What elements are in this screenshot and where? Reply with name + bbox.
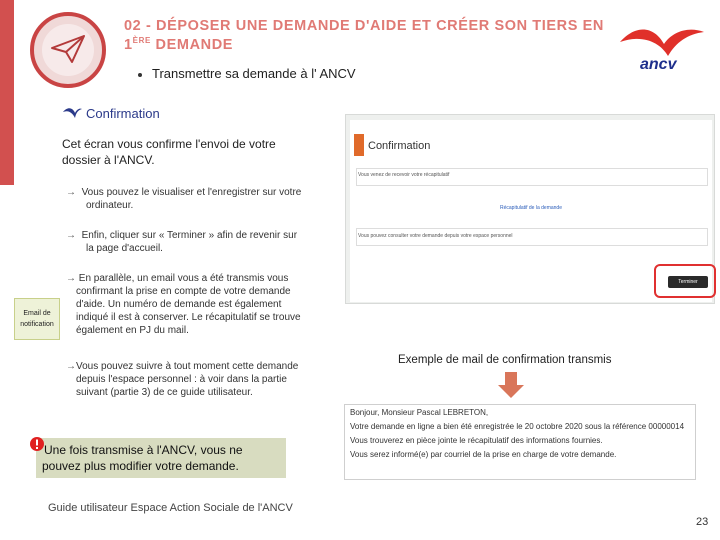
footer-text: Guide utilisateur Espace Action Sociale de l'ANCV [48,502,293,514]
screenshot-accent [354,134,364,156]
terminer-highlight [654,264,716,298]
down-arrow-icon [498,372,524,398]
page-title-line2: 1ÈRE DEMANDE [124,36,234,53]
ancv-logo-text: ancv [640,56,677,73]
bullet-email: → En parallèle, un email vous a été transmis vous confirmant la prise en compte de votre demande d'aide. Un numéro de demande est également indiqué il est à conserver. Le récapitulatif se trouve également en PJ du mail. [66,273,301,336]
intro-text: Cet écran vous confirme l'envoi de votre dossier à l'ANCV. [62,137,276,167]
warning-text: Une fois transmise à l'ANCV, vous ne pouvez plus modifier votre demande. [42,443,243,473]
bullet-dot [138,73,142,77]
bullet-terminer: → Enfin, cliquer sur « Terminer » afin de revenir sur la page d'accueil. [66,230,298,254]
screenshot-heading: Confirmation [368,140,431,152]
terminer-button[interactable]: Terminer [668,276,708,288]
screenshot-row1: Vous venez de recevoir votre récapitulatif [358,172,450,178]
ancv-bird-icon [62,106,82,120]
screenshot-recap-link[interactable]: Récapitulatif de la demande [500,205,562,211]
bullet-visualise: → Vous pouvez le visualiser et l'enregistrer sur votre ordinateur. [66,187,302,211]
notification-box: Email de notification [14,298,60,340]
bullet-suivre: →Vous pouvez suivre à tout moment cette demande depuis l'espace personnel : à voir dans la partie suivant (partie 3) de ce guide utilisateur. [66,361,299,398]
mail-body: Bonjour, Monsieur Pascal LEBRETON, Votre demande en ligne a bien été enregistrée le 20 octobre 2020 sous la référence 00000014 Vous trouverez en pièce jointe le récapitulatif des informations fournies. Vous serez informé(e) par courriel de la prise en charge de votre demande. [350,408,685,459]
subtitle: Transmettre sa demande à l' ANCV [138,66,356,81]
section-heading: Confirmation [86,106,160,121]
mail-caption: Exemple de mail de confirmation transmis [398,354,612,366]
page-title-line1: 02 - DÉPOSER UNE DEMANDE D'AIDE ET CRÉER SON TIERS EN [124,18,604,34]
screenshot-row2: Vous pouvez consulter votre demande depuis votre espace personnel [358,233,513,239]
left-accent-bar [0,0,14,185]
paper-plane-icon [50,34,86,64]
page-number: 23 [696,516,709,528]
